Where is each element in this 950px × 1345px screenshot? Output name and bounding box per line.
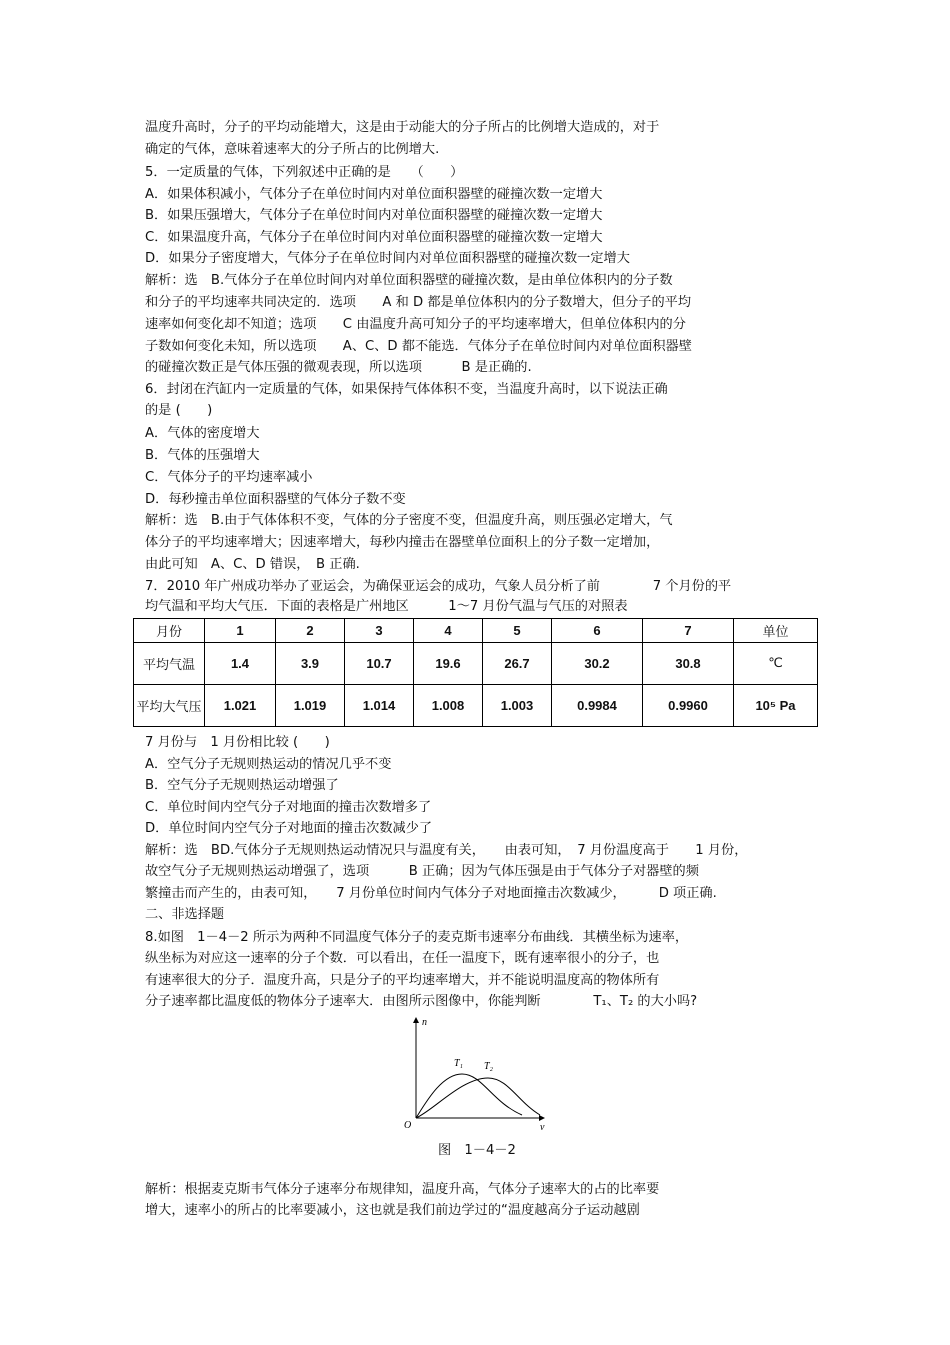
solution-line: 故空气分子无规则热运动增强了，选项 B 正确；因为气体压强是由于气体分子对器壁的频: [145, 864, 699, 879]
question-8-line: 有速率很大的分子．温度升高，只是分子的平均速率增大，并不能说明温度高的物体所有: [145, 973, 660, 988]
question-7-cont: 均气温和平均大气压．下面的表格是广州地区 1～7 月份气温与气压的对照表: [145, 599, 628, 614]
table-cell: 30.8: [643, 643, 734, 685]
option-a: A．空气分子无规则热运动的情况几乎不变: [145, 757, 392, 772]
solution-line: 解析：选 BD.气体分子无规则热运动情况只与温度有关， 由表可知， 7 月份温度高于 1 月份，: [145, 843, 748, 858]
table-cell: 1.019: [276, 685, 345, 727]
table-header-cell: 3: [345, 619, 414, 643]
table-row: [134, 685, 818, 727]
option-b: B．如果压强增大，气体分子在单位时间内对单位面积器壁的碰撞次数一定增大: [145, 208, 603, 223]
curve-t2-label: T₂: [484, 1061, 494, 1072]
question-5: 5．一定质量的气体，下列叙述中正确的是 （ ）: [145, 165, 464, 180]
question-7: 7．2010 年广州成功举办了亚运会，为确保亚运会的成功，气象人员分析了前 7 个月份的平: [145, 579, 732, 594]
option-a: A．如果体积减小，气体分子在单位时间内对单位面积器壁的碰撞次数一定增大: [145, 187, 603, 202]
table-row-label: 平均大气压: [134, 685, 205, 727]
table-cell: 1.003: [483, 685, 552, 727]
table-cell: 1.4: [205, 643, 276, 685]
question-6: 6．封闭在汽缸内一定质量的气体，如果保持气体体积不变，当温度升高时，以下说法正确: [145, 382, 668, 397]
table-unit-cell: 10⁵ Pa: [734, 685, 818, 727]
solution-line: 解析：根据麦克斯韦气体分子速率分布规律知，温度升高，气体分子速率大的占的比率要: [145, 1182, 660, 1197]
figure-caption: 图 1－4－2: [438, 1143, 516, 1158]
option-c: C．如果温度升高，气体分子在单位时间内对单位面积器壁的碰撞次数一定增大: [145, 230, 603, 245]
option-d: D．如果分子密度增大，气体分子在单位时间内对单位面积器壁的碰撞次数一定增大: [145, 251, 630, 266]
solution-line: 的碰撞次数正是气体压强的微观表现，所以选项 B 是正确的.: [145, 360, 532, 375]
table-header-row: [134, 619, 818, 643]
maxwell-distribution-figure: [392, 1012, 552, 1136]
table-cell: 1.008: [414, 685, 483, 727]
table-header-cell: 单位: [734, 619, 818, 643]
table-header-cell: 月份: [134, 619, 205, 643]
solution-line: 子数如何变化未知，所以选项 A、C、D 都不能选．气体分子在单位时间内对单位面积器壁: [145, 339, 692, 354]
curve-t2: [416, 1078, 540, 1118]
solution-line: 解析：选 B.由于气体体积不变，气体的分子密度不变，但温度升高，则压强必定增大，气: [145, 513, 673, 528]
table-cell: 0.9960: [643, 685, 734, 727]
question-8: 8.如图 1－4－2 所示为两种不同温度气体分子的麦克斯韦速率分布曲线．其横坐标为速率，: [145, 930, 689, 945]
section-heading: 二、非选择题: [145, 907, 225, 922]
table-cell: 26.7: [483, 643, 552, 685]
table-header-cell: 1: [205, 619, 276, 643]
table-cell: 30.2: [552, 643, 643, 685]
option-b: B．气体的压强增大: [145, 448, 260, 463]
solution-line: 和分子的平均速率共同决定的．选项 A 和 D 都是单位体积内的分子数增大，但分子的平均: [145, 295, 692, 310]
table-header-cell: 6: [552, 619, 643, 643]
climate-table: [133, 618, 818, 727]
option-a: A．气体的密度增大: [145, 426, 260, 441]
origin-label: O: [404, 1120, 412, 1131]
table-cell: 10.7: [345, 643, 414, 685]
option-d: D．每秒撞击单位面积器壁的气体分子数不变: [145, 492, 406, 507]
table-header-cell: 2: [276, 619, 345, 643]
table-row: [134, 643, 818, 685]
table-unit-cell: ℃: [734, 643, 818, 685]
table-cell: 3.9: [276, 643, 345, 685]
y-axis-label: n: [422, 1017, 427, 1028]
option-d: D．单位时间内空气分子对地面的撞击次数减少了: [145, 821, 433, 836]
table-header-cell: 7: [643, 619, 734, 643]
table-cell: 1.021: [205, 685, 276, 727]
question-7-compare: 7 月份与 1 月份相比较 ( ): [145, 735, 330, 750]
table-cell: 19.6: [414, 643, 483, 685]
table-cell: 0.9984: [552, 685, 643, 727]
curve-t1: [416, 1074, 522, 1118]
question-8-line: 纵坐标为对应这一速率的分子个数．可以看出，在任一温度下，既有速率很小的分子，也: [145, 951, 660, 966]
solution-line: 体分子的平均速率增大；因速率增大，每秒内撞击在器壁单位面积上的分子数一定增加，: [145, 535, 660, 550]
solution-line: 由此可知 A、C、D 错误， B 正确.: [145, 557, 360, 572]
option-b: B．空气分子无规则热运动增强了: [145, 778, 339, 793]
curve-t1-label: T₁: [454, 1058, 464, 1069]
table-header-cell: 5: [483, 619, 552, 643]
table-header-cell: 4: [414, 619, 483, 643]
option-c: C．气体分子的平均速率减小: [145, 470, 313, 485]
x-axis-label: v: [540, 1122, 545, 1133]
option-c: C．单位时间内空气分子对地面的撞击次数增多了: [145, 800, 432, 815]
question-6-cont: 的是 ( ): [145, 403, 213, 418]
solution-line: 解析：选 B.气体分子在单位时间内对单位面积器壁的碰撞次数，是由单位体积内的分子数: [145, 273, 673, 288]
solution-line: 速率如何变化却不知道；选项 C 由温度升高可知分子的平均速率增大，但单位体积内的分: [145, 317, 686, 332]
solution-line: 增大，速率小的所占的比率要减小，这也就是我们前边学过的“温度越高分子运动越剧: [145, 1203, 640, 1218]
table-cell: 1.014: [345, 685, 414, 727]
table-row-label: 平均气温: [134, 643, 205, 685]
text-line: 温度升高时，分子的平均动能增大，这是由于动能大的分子所占的比例增大造成的，对于: [145, 120, 660, 135]
solution-line: 繁撞击而产生的，由表可知， 7 月份单位时间内气体分子对地面撞击次数减少， D 项正确.: [145, 886, 717, 901]
question-8-line: 分子速率都比温度低的物体分子速率大．由图所示图像中，你能判断 T₁、T₂ 的大小吗?: [145, 994, 698, 1009]
text-line: 确定的气体，意味着速率大的分子所占的比例增大.: [145, 142, 440, 157]
